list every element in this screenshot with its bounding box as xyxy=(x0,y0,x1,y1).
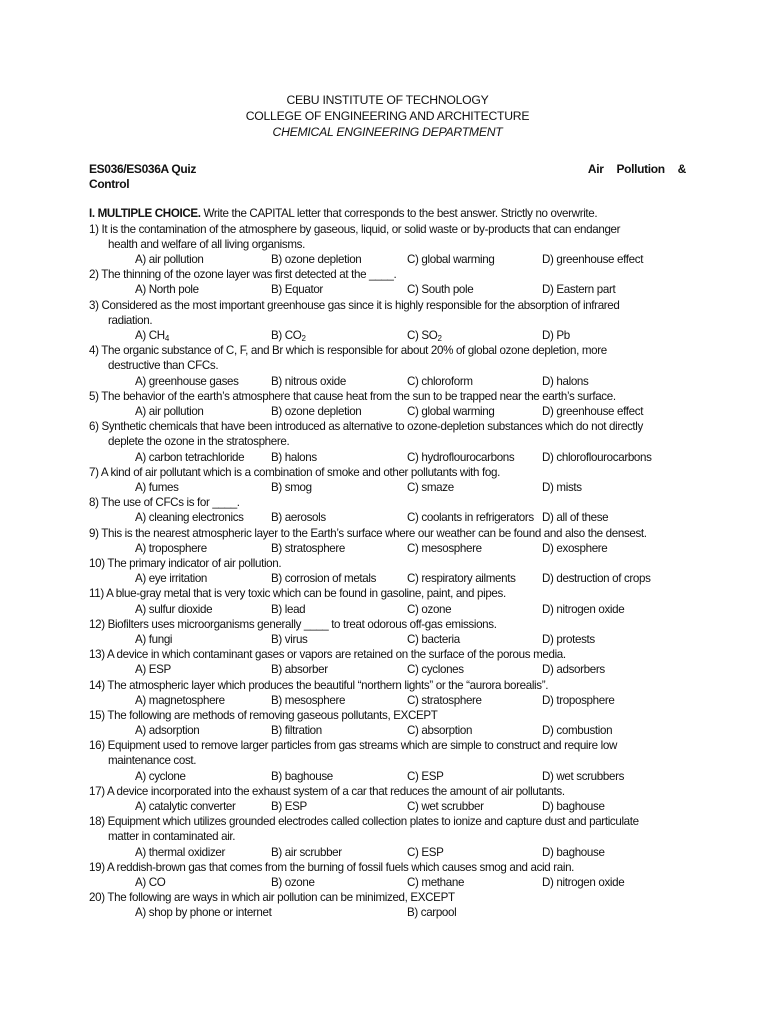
choice-text: A) troposphere xyxy=(135,541,207,555)
question-text: 5) The behavior of the earth’s atmosphere that cause heat from the sun to be trapped near the earth’s surface. xyxy=(89,389,616,403)
answer-choice-a xyxy=(135,875,165,890)
question-item xyxy=(89,890,686,920)
choice-text: A) North pole xyxy=(135,283,199,297)
answer-choice-a xyxy=(135,905,272,920)
answer-choice-c xyxy=(407,571,516,586)
question-stem xyxy=(89,678,686,693)
answer-choice-d xyxy=(542,480,582,495)
answer-choice-c xyxy=(407,693,482,708)
question-item xyxy=(89,222,686,268)
answer-choice-a xyxy=(135,662,171,677)
answer-choice-d xyxy=(542,723,612,738)
answer-choice-a xyxy=(135,510,244,525)
choice-text: A) sulfur dioxide xyxy=(135,602,213,616)
answer-choice-a xyxy=(135,693,225,708)
answer-choice-a xyxy=(135,845,225,860)
answer-choice-a xyxy=(135,252,204,267)
choice-text: D) baghouse xyxy=(542,845,605,859)
answer-choices xyxy=(89,282,686,297)
answer-choice-c xyxy=(407,632,460,647)
choice-text: A) ESP xyxy=(135,663,171,677)
choice-text: A) CO xyxy=(135,876,166,890)
answer-choice-c xyxy=(407,480,454,495)
question-item xyxy=(89,617,686,647)
choice-text: D) combustion xyxy=(542,724,613,738)
question-item xyxy=(89,678,686,708)
choice-text: A) shop by phone or internet xyxy=(135,906,272,920)
question-text: 19) A reddish-brown gas that comes from the burning of fossil fuels which causes smog and acid rain. xyxy=(89,860,575,874)
answer-choices xyxy=(89,769,686,784)
answer-choice-d xyxy=(542,450,652,465)
question-item xyxy=(89,419,686,465)
answer-choice-a xyxy=(135,450,244,465)
section-title: I. MULTIPLE CHOICE. xyxy=(89,207,201,221)
answer-choices xyxy=(89,723,686,738)
question-text: 10) The primary indicator of air pollution. xyxy=(89,556,282,570)
answer-choice-d xyxy=(542,875,624,890)
answer-choice-a xyxy=(135,541,207,556)
question-item xyxy=(89,814,686,860)
choice-text: A) carbon tetrachloride xyxy=(135,450,245,464)
question-stem xyxy=(89,495,686,510)
answer-choices xyxy=(89,374,686,389)
choice-subscript: 4 xyxy=(164,334,169,343)
question-stem xyxy=(89,419,686,449)
choice-text: D) troposphere xyxy=(542,693,615,707)
question-item xyxy=(89,465,686,495)
answer-choices xyxy=(89,510,686,525)
answer-choice-a xyxy=(135,632,172,647)
answer-choice-c xyxy=(407,541,482,556)
choice-text: A) cyclone xyxy=(135,769,186,783)
answer-choice-a xyxy=(135,799,236,814)
choice-text: D) baghouse xyxy=(542,800,605,814)
answer-choices xyxy=(89,662,686,677)
question-text-continued: health and welfare of all living organisms. xyxy=(108,237,305,251)
choice-text: B) air scrubber xyxy=(271,845,342,859)
choice-text: B) CO xyxy=(271,329,302,342)
question-item xyxy=(89,586,686,616)
choice-text: A) air pollution xyxy=(135,253,204,267)
choice-text: A) greenhouse gases xyxy=(135,374,239,388)
choice-text: C) ESP xyxy=(407,845,444,859)
answer-choice-c xyxy=(407,252,494,267)
choice-subscript: 2 xyxy=(437,334,442,343)
question-stem xyxy=(89,343,686,373)
answer-choice-b xyxy=(271,571,376,586)
choice-text: C) smaze xyxy=(407,480,454,494)
answer-choice-c xyxy=(407,374,473,389)
choice-subscript: 2 xyxy=(301,334,306,343)
question-item xyxy=(89,860,686,890)
choice-text: D) greenhouse effect xyxy=(542,253,644,267)
answer-choice-b xyxy=(271,282,323,297)
question-list xyxy=(89,222,686,921)
answer-choice-d xyxy=(542,541,607,556)
choice-text: A) eye irritation xyxy=(135,572,208,586)
choice-text: C) SO xyxy=(407,329,438,342)
choice-text: C) hydroflourocarbons xyxy=(407,450,515,464)
question-stem xyxy=(89,389,686,404)
question-text: 4) The organic substance of C, F, and Br which is responsible for about 20% of global ozone depletion, more xyxy=(89,344,607,358)
question-text: 1) It is the contamination of the atmosphere by gaseous, liquid, or solid waste or by-products that can endanger xyxy=(89,222,621,236)
answer-choice-d xyxy=(542,510,608,525)
question-text-continued: maintenance cost. xyxy=(108,754,197,768)
answer-choice-d xyxy=(542,632,595,647)
answer-choice-c xyxy=(407,282,473,297)
answer-choice-c xyxy=(407,602,451,617)
choice-text: C) coolants in refrigerators xyxy=(407,511,534,525)
question-item xyxy=(89,343,686,389)
answer-choices xyxy=(89,541,686,556)
question-stem xyxy=(89,465,686,480)
question-item xyxy=(89,784,686,814)
choice-text: D) nitrogen oxide xyxy=(542,876,625,890)
question-text: 17) A device incorporated into the exhaust system of a car that reduces the amount of air pollutants. xyxy=(89,784,565,798)
question-stem xyxy=(89,298,686,328)
choice-text: B) aerosols xyxy=(271,511,326,525)
question-item xyxy=(89,526,686,556)
answer-choice-a xyxy=(135,328,169,343)
answer-choice-d xyxy=(542,282,615,297)
answer-choices xyxy=(89,693,686,708)
choice-text: D) protests xyxy=(542,632,595,646)
department-name: CHEMICAL ENGINEERING DEPARTMENT xyxy=(272,125,503,139)
answer-choice-b xyxy=(271,252,361,267)
question-text: 7) A kind of air pollutant which is a combination of smoke and other pollutants with fog. xyxy=(89,465,500,479)
choice-text: B) stratosphere xyxy=(271,541,346,555)
answer-choice-d xyxy=(542,845,605,860)
choice-text: A) fungi xyxy=(135,632,173,646)
answer-choice-c xyxy=(407,799,484,814)
answer-choices xyxy=(89,252,686,267)
choice-text: B) Equator xyxy=(271,283,323,297)
answer-choice-b xyxy=(271,769,333,784)
answer-choice-b xyxy=(271,875,315,890)
question-text: 8) The use of CFCs is for ____. xyxy=(89,496,240,510)
choice-text: D) adsorbers xyxy=(542,663,605,677)
answer-choice-d xyxy=(542,404,643,419)
answer-choice-b xyxy=(407,905,456,920)
question-text-continued: matter in contaminated air. xyxy=(108,830,236,844)
choice-text: C) wet scrubber xyxy=(407,800,484,814)
question-item xyxy=(89,267,686,297)
question-item xyxy=(89,738,686,784)
answer-choice-b xyxy=(271,480,312,495)
choice-text: B) smog xyxy=(271,480,312,494)
question-stem xyxy=(89,267,686,282)
choice-text: A) air pollution xyxy=(135,404,204,418)
choice-text: D) nitrogen oxide xyxy=(542,602,625,616)
answer-choice-b xyxy=(271,404,361,419)
choice-text: B) baghouse xyxy=(271,769,333,783)
question-text: 16) Equipment used to remove larger particles from gas streams which are simple to construct and require low xyxy=(89,739,617,753)
answer-choices xyxy=(89,905,686,920)
answer-choice-d xyxy=(542,571,651,586)
answer-choices xyxy=(89,602,686,617)
answer-choices xyxy=(89,480,686,495)
answer-choices xyxy=(89,328,686,343)
answer-choice-b xyxy=(271,845,342,860)
answer-choice-b xyxy=(271,693,345,708)
question-stem xyxy=(89,784,686,799)
answer-choice-b xyxy=(271,541,345,556)
question-text: 6) Synthetic chemicals that have been introduced as alternative to ozone-depletion substances which do not directly xyxy=(89,420,643,434)
answer-choice-d xyxy=(542,662,605,677)
choice-text: C) global warming xyxy=(407,253,495,267)
question-text: 11) A blue-gray metal that is very toxic which can be found in gasoline, paint, and pipes. xyxy=(89,587,506,601)
question-stem xyxy=(89,556,686,571)
answer-choices xyxy=(89,571,686,586)
document-header xyxy=(89,92,686,140)
question-text: 2) The thinning of the ozone layer was first detected at the ____. xyxy=(89,268,397,282)
answer-choices xyxy=(89,799,686,814)
choice-text: C) chloroform xyxy=(407,374,473,388)
question-item xyxy=(89,647,686,677)
choice-text: D) mists xyxy=(542,480,582,494)
question-text: 12) Biofilters uses microorganisms generally ____ to treat odorous off-gas emissions. xyxy=(89,617,497,631)
question-stem xyxy=(89,738,686,768)
answer-choice-a xyxy=(135,723,199,738)
choice-text: C) methane xyxy=(407,876,465,890)
choice-text: A) magnetosphere xyxy=(135,693,225,707)
section-heading xyxy=(89,206,686,221)
college-name: COLLEGE OF ENGINEERING AND ARCHITECTURE xyxy=(245,109,530,123)
question-item xyxy=(89,389,686,419)
answer-choice-d xyxy=(542,769,624,784)
answer-choice-d xyxy=(542,799,605,814)
answer-choice-c xyxy=(407,723,472,738)
question-stem xyxy=(89,222,686,252)
choice-text: A) CH xyxy=(135,329,165,342)
answer-choices xyxy=(89,450,686,465)
choice-text: B) mesosphere xyxy=(271,693,346,707)
answer-choice-a xyxy=(135,769,186,784)
quiz-topic: Air Pollution & xyxy=(587,162,686,176)
question-text: 9) This is the nearest atmospheric layer to the Earth’s surface where our weather can be found and also the densest. xyxy=(89,526,647,540)
choice-text: C) global warming xyxy=(407,404,495,418)
answer-choices xyxy=(89,632,686,647)
question-stem xyxy=(89,617,686,632)
choice-text: A) cleaning electronics xyxy=(135,511,244,525)
question-text-continued: destructive than CFCs. xyxy=(108,359,219,373)
answer-choice-c xyxy=(407,845,444,860)
answer-choice-b xyxy=(271,374,346,389)
question-text: 14) The atmospheric layer which produces the beautiful “northern lights” or the “aurora borealis”. xyxy=(89,678,549,692)
quiz-title-line xyxy=(89,162,686,177)
choice-text: D) exosphere xyxy=(542,541,608,555)
answer-choices xyxy=(89,875,686,890)
choice-text: D) chloroflourocarbons xyxy=(542,450,652,464)
answer-choice-b xyxy=(271,662,328,677)
answer-choice-b xyxy=(271,450,317,465)
choice-text: B) ozone xyxy=(271,876,315,890)
question-item xyxy=(89,495,686,525)
choice-text: A) fumes xyxy=(135,480,179,494)
answer-choice-a xyxy=(135,480,179,495)
answer-choice-d xyxy=(542,693,614,708)
question-text: 20) The following are ways in which air pollution can be minimized, EXCEPT xyxy=(89,891,455,905)
answer-choice-b xyxy=(271,723,322,738)
choice-text: C) respiratory ailments xyxy=(407,572,516,586)
choice-text: B) absorber xyxy=(271,663,328,677)
choice-text: C) bacteria xyxy=(407,632,460,646)
answer-choice-c xyxy=(407,875,464,890)
question-text-continued: deplete the ozone in the stratosphere. xyxy=(108,435,290,449)
question-stem xyxy=(89,860,686,875)
answer-choice-a xyxy=(135,282,199,297)
choice-text: B) ozone depletion xyxy=(271,253,362,267)
choice-text: C) absorption xyxy=(407,724,473,738)
answer-choice-c xyxy=(407,404,494,419)
answer-choice-a xyxy=(135,602,212,617)
question-stem xyxy=(89,890,686,905)
answer-choice-b xyxy=(271,799,307,814)
choice-text: B) nitrous oxide xyxy=(271,374,346,388)
answer-choice-d xyxy=(542,328,570,343)
choice-text: D) halons xyxy=(542,374,589,388)
question-text: 3) Considered as the most important greenhouse gas since it is highly responsible for the absorption of infrared xyxy=(89,298,620,312)
choice-text: C) South pole xyxy=(407,283,474,297)
choice-text: C) stratosphere xyxy=(407,693,482,707)
choice-text: B) carpool xyxy=(407,906,457,920)
answer-choice-c xyxy=(407,328,442,343)
choice-text: B) ozone depletion xyxy=(271,404,362,418)
answer-choice-b xyxy=(271,602,305,617)
answer-choice-a xyxy=(135,404,204,419)
choice-text: C) ozone xyxy=(407,602,452,616)
answer-choice-c xyxy=(407,510,534,525)
choice-text: D) destruction of crops xyxy=(542,572,651,586)
question-item xyxy=(89,556,686,586)
quiz-topic-continued: Control xyxy=(89,177,130,192)
answer-choice-c xyxy=(407,450,514,465)
answer-choice-b xyxy=(271,632,308,647)
choice-text: B) lead xyxy=(271,602,306,616)
answer-choice-d xyxy=(542,252,643,267)
question-stem xyxy=(89,586,686,601)
choice-text: A) adsorption xyxy=(135,724,200,738)
question-stem xyxy=(89,526,686,541)
answer-choice-c xyxy=(407,662,464,677)
question-text: 18) Equipment which utilizes grounded electrodes called collection plates to ionize and capture dust and particulate xyxy=(89,815,639,829)
choice-text: B) halons xyxy=(271,450,317,464)
answer-choice-d xyxy=(542,602,624,617)
answer-choice-d xyxy=(542,374,588,389)
choice-text: B) virus xyxy=(271,632,308,646)
question-stem xyxy=(89,814,686,844)
question-item xyxy=(89,298,686,344)
choice-text: C) cyclones xyxy=(407,663,464,677)
answer-choice-a xyxy=(135,571,207,586)
choice-text: D) wet scrubbers xyxy=(542,769,625,783)
choice-text: D) Eastern part xyxy=(542,283,616,297)
answer-choice-a xyxy=(135,374,239,389)
choice-text: B) corrosion of metals xyxy=(271,572,377,586)
answer-choice-b xyxy=(271,510,326,525)
answer-choice-b xyxy=(271,328,306,343)
choice-text: D) greenhouse effect xyxy=(542,404,644,418)
choice-text: A) catalytic converter xyxy=(135,800,236,814)
section-instructions: Write the CAPITAL letter that corresponds to the best answer. Strictly no overwrite. xyxy=(200,207,598,221)
answer-choice-c xyxy=(407,769,444,784)
answer-choices xyxy=(89,845,686,860)
choice-text: B) filtration xyxy=(271,724,322,738)
question-stem xyxy=(89,708,686,723)
choice-text: C) ESP xyxy=(407,769,444,783)
choice-text: D) Pb xyxy=(542,329,570,342)
question-text: 15) The following are methods of removing gaseous pollutants, EXCEPT xyxy=(89,708,438,722)
institute-name: CEBU INSTITUTE OF TECHNOLOGY xyxy=(286,93,489,107)
question-text-continued: radiation. xyxy=(108,313,153,327)
choice-text: D) all of these xyxy=(542,511,609,525)
answer-choices xyxy=(89,404,686,419)
question-text: 13) A device in which contaminant gases or vapors are retained on the surface of the porous media. xyxy=(89,648,566,662)
question-stem xyxy=(89,647,686,662)
question-item xyxy=(89,708,686,738)
choice-text: B) ESP xyxy=(271,800,307,814)
quiz-code: ES036/ES036A Quiz xyxy=(89,162,196,176)
choice-text: C) mesosphere xyxy=(407,541,482,555)
choice-text: A) thermal oxidizer xyxy=(135,845,225,859)
